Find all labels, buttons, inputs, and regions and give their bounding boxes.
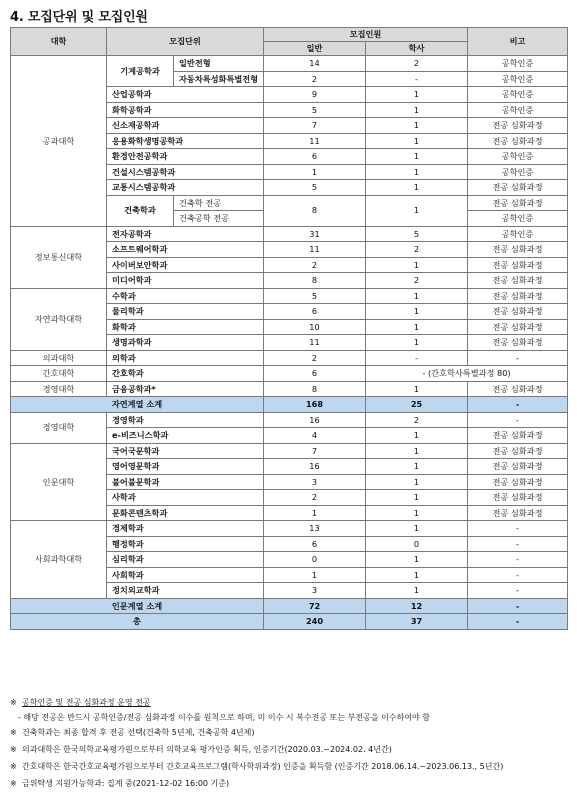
header-unit: 모집단위 xyxy=(107,28,264,56)
note-item xyxy=(10,780,229,788)
bachelor-cell: 2 xyxy=(366,56,468,72)
subtotal-regular: 72 xyxy=(264,598,366,614)
bachelor-cell: 1 xyxy=(366,118,468,134)
subtotal-note: - xyxy=(468,397,568,413)
bachelor-cell: 1 xyxy=(366,319,468,335)
unit-cell: 수학과 xyxy=(107,288,264,304)
unit-cell: 경제학과 xyxy=(107,521,264,537)
regular-cell: 2 xyxy=(264,490,366,506)
track-cell: 자동차특성화특별전형 xyxy=(174,71,264,87)
note-item xyxy=(10,729,255,737)
note-cell: 공학인증 xyxy=(468,211,568,227)
bachelor-cell: 1 xyxy=(366,443,468,459)
note-text: 건축학과는 최종 합격 후 전공 선택(건축학 5년제, 건축공학 4년제) xyxy=(22,728,255,737)
page-title: 4. 모집단위 및 모집인원 xyxy=(10,10,148,25)
bachelor-cell: 1 xyxy=(366,490,468,506)
total-note: - xyxy=(468,614,568,630)
note-cell: 공학인증 xyxy=(468,87,568,103)
table-row xyxy=(11,381,568,397)
note-mark: ※ xyxy=(10,745,17,754)
bachelor-cell: 2 xyxy=(366,412,468,428)
bachelor-cell: 1 xyxy=(366,552,468,568)
note-cell: 전공 심화과정 xyxy=(468,195,568,211)
regular-cell: 2 xyxy=(264,257,366,273)
regular-cell: 11 xyxy=(264,242,366,258)
major-cell: 건축학 전공 xyxy=(174,195,264,211)
header-regular: 일반 xyxy=(264,42,366,56)
table-row xyxy=(11,226,568,242)
unit-cell: 사학과 xyxy=(107,490,264,506)
bachelor-cell: 1 xyxy=(366,180,468,196)
note-cell: 전공 심화과정 xyxy=(468,319,568,335)
bachelor-cell: 0 xyxy=(366,536,468,552)
subtotal-regular: 168 xyxy=(264,397,366,413)
unit-cell: 정치외교학과 xyxy=(107,583,264,599)
regular-cell: 8 xyxy=(264,195,366,226)
bachelor-cell: 1 xyxy=(366,133,468,149)
note-cell: 공학인증 xyxy=(468,164,568,180)
regular-cell: 7 xyxy=(264,118,366,134)
regular-cell: 6 xyxy=(264,304,366,320)
note-item xyxy=(10,746,392,754)
admission-quota-table xyxy=(10,27,568,630)
note-cell: 전공 심화과정 xyxy=(468,242,568,258)
note-text: 간호대학은 한국간호교육평가원으로부터 간호교육프로그램(학사학위과정) 인증을 획득함 (인증기간 2018.06.14.~2023.06.13., 5년간) xyxy=(22,762,504,771)
note-cell: 전공 심화과정 xyxy=(468,180,568,196)
note-cell: 공학인증 xyxy=(468,71,568,87)
unit-cell: 물리학과 xyxy=(107,304,264,320)
unit-cell: 환경안전공학과 xyxy=(107,149,264,165)
note-cell: 전공 심화과정 xyxy=(468,459,568,475)
bachelor-cell: 1 xyxy=(366,335,468,351)
subtotal-bachelor: 25 xyxy=(366,397,468,413)
note-text: - 해당 전공은 반드시 공학인증/전공 심화과정 이수를 원칙으로 하며, 미 이수 시 복수전공 또는 부전공을 이수하여야 함 xyxy=(18,713,431,722)
college-cell: 간호대학 xyxy=(11,366,107,382)
unit-cell: 화학공학과 xyxy=(107,102,264,118)
unit-cell: 영어영문학과 xyxy=(107,459,264,475)
regular-cell: 2 xyxy=(264,350,366,366)
unit-cell: 의학과 xyxy=(107,350,264,366)
regular-cell: 5 xyxy=(264,288,366,304)
note-text: 의과대학은 한국의학교육평가원으로부터 의학교육 평가인증 획득, 인증기간(2020.03.~2024.02. 4년간) xyxy=(22,745,392,754)
regular-cell: 11 xyxy=(264,335,366,351)
regular-cell: 31 xyxy=(264,226,366,242)
unit-cell: 전자공학과 xyxy=(107,226,264,242)
regular-cell: 16 xyxy=(264,459,366,475)
note-text: 금위탁생 지원가능학과: 집계 중(2021-12-02 16:00 기준) xyxy=(22,779,230,788)
note-item xyxy=(10,699,151,707)
note-mark: ※ xyxy=(10,698,17,707)
regular-cell: 9 xyxy=(264,87,366,103)
bachelor-cell: 2 xyxy=(366,273,468,289)
note-cell: - xyxy=(468,521,568,537)
unit-cell: 교통시스템공학과 xyxy=(107,180,264,196)
note-cell: 전공 심화과정 xyxy=(468,304,568,320)
total-bachelor: 37 xyxy=(366,614,468,630)
note-cell: - xyxy=(468,412,568,428)
note-cell: - xyxy=(468,536,568,552)
bachelor-cell: 1 xyxy=(366,521,468,537)
regular-cell: 16 xyxy=(264,412,366,428)
note-cell: - xyxy=(468,350,568,366)
regular-cell: 6 xyxy=(264,366,366,382)
major-cell: 건축공학 전공 xyxy=(174,211,264,227)
unit-cell: 간호학과 xyxy=(107,366,264,382)
unit-cell: 금융공학과* xyxy=(107,381,264,397)
regular-cell: 5 xyxy=(264,102,366,118)
unit-cell: 건설시스템공학과 xyxy=(107,164,264,180)
bachelor-cell: 1 xyxy=(366,381,468,397)
unit-cell: e-비즈니스학과 xyxy=(107,428,264,444)
note-mark: ※ xyxy=(10,728,17,737)
regular-cell: 8 xyxy=(264,273,366,289)
note-cell: - xyxy=(468,583,568,599)
regular-cell: 14 xyxy=(264,56,366,72)
table-row xyxy=(11,412,568,428)
note-cell: 공학인증 xyxy=(468,102,568,118)
table-row xyxy=(11,288,568,304)
regular-cell: 1 xyxy=(264,567,366,583)
total-row xyxy=(11,614,568,630)
subtotal-bachelor: 12 xyxy=(366,598,468,614)
table-row xyxy=(11,366,568,382)
college-cell: 인문대학 xyxy=(11,443,107,521)
unit-cell: 산업공학과 xyxy=(107,87,264,103)
regular-cell: 6 xyxy=(264,149,366,165)
header-college: 대학 xyxy=(11,28,107,56)
bachelor-cell: 1 xyxy=(366,428,468,444)
note-mark: ※ xyxy=(10,762,17,771)
bachelor-cell: 1 xyxy=(366,459,468,475)
note-cell: 공학인증 xyxy=(468,226,568,242)
note-cell: 전공 심화과정 xyxy=(468,490,568,506)
regular-cell: 2 xyxy=(264,71,366,87)
bachelor-cell: 1 xyxy=(366,567,468,583)
note-cell: 전공 심화과정 xyxy=(468,474,568,490)
header-note: 비고 xyxy=(468,28,568,56)
regular-cell: 5 xyxy=(264,180,366,196)
subtotal-row xyxy=(11,598,568,614)
bachelor-cell: - xyxy=(366,350,468,366)
bachelor-cell: 1 xyxy=(366,149,468,165)
bachelor-cell: 1 xyxy=(366,474,468,490)
unit-cell: 사이버보안학과 xyxy=(107,257,264,273)
unit-cell: 소프트웨어학과 xyxy=(107,242,264,258)
total-regular: 240 xyxy=(264,614,366,630)
bachelor-cell: 2 xyxy=(366,242,468,258)
college-cell: 자연과학대학 xyxy=(11,288,107,350)
note-cell: 전공 심화과정 xyxy=(468,273,568,289)
regular-cell: 1 xyxy=(264,505,366,521)
table-row xyxy=(11,443,568,459)
bachelor-cell: 1 xyxy=(366,195,468,226)
unit-cell: 경영학과 xyxy=(107,412,264,428)
unit-cell: 심리학과 xyxy=(107,552,264,568)
note-cell: 공학인증 xyxy=(468,149,568,165)
unit-cell: 건축학과 xyxy=(107,195,174,226)
unit-cell: 신소재공학과 xyxy=(107,118,264,134)
bachelor-cell: 5 xyxy=(366,226,468,242)
unit-cell: 문화콘텐츠학과 xyxy=(107,505,264,521)
college-cell: 공과대학 xyxy=(11,56,107,227)
subtotal-label: 자연계열 소계 xyxy=(11,397,264,413)
regular-cell: 3 xyxy=(264,583,366,599)
note-cell: 전공 심화과정 xyxy=(468,335,568,351)
note-cell: 전공 심화과정 xyxy=(468,288,568,304)
note-cell: 전공 심화과정 xyxy=(468,443,568,459)
regular-cell: 3 xyxy=(264,474,366,490)
regular-cell: 13 xyxy=(264,521,366,537)
subtotal-row xyxy=(11,397,568,413)
subtotal-label: 인문계열 소계 xyxy=(11,598,264,614)
header-quota: 모집인원 xyxy=(264,28,468,42)
unit-cell: 국어국문학과 xyxy=(107,443,264,459)
note-cell: 전공 심화과정 xyxy=(468,133,568,149)
note-cell: 전공 심화과정 xyxy=(468,381,568,397)
note-cell: - xyxy=(468,552,568,568)
college-cell: 경영대학 xyxy=(11,381,107,397)
regular-cell: 10 xyxy=(264,319,366,335)
note-cell: 전공 심화과정 xyxy=(468,505,568,521)
bachelor-cell: 1 xyxy=(366,87,468,103)
note-mark: ※ xyxy=(10,779,17,788)
regular-cell: 1 xyxy=(264,164,366,180)
bachelor-cell: 1 xyxy=(366,102,468,118)
unit-cell: 행정학과 xyxy=(107,536,264,552)
nursing-special-cell: - (간호학사특별과정 80) xyxy=(366,366,568,382)
total-label: 총 xyxy=(11,614,264,630)
unit-cell: 기계공학과 xyxy=(107,56,174,87)
regular-cell: 8 xyxy=(264,381,366,397)
note-text: 공학인증 및 전공 심화과정 운영 전공 xyxy=(22,698,151,707)
note-cell: 공학인증 xyxy=(468,56,568,72)
regular-cell: 6 xyxy=(264,536,366,552)
header-bachelor: 학사 xyxy=(366,42,468,56)
unit-cell: 미디어학과 xyxy=(107,273,264,289)
unit-cell: 화학과 xyxy=(107,319,264,335)
regular-cell: 11 xyxy=(264,133,366,149)
note-cell: - xyxy=(468,567,568,583)
table-row xyxy=(11,521,568,537)
note-item xyxy=(10,763,503,771)
bachelor-cell: 1 xyxy=(366,304,468,320)
bachelor-cell: 1 xyxy=(366,505,468,521)
bachelor-cell: - xyxy=(366,71,468,87)
college-cell: 사회과학대학 xyxy=(11,521,107,599)
college-cell: 의과대학 xyxy=(11,350,107,366)
bachelor-cell: 1 xyxy=(366,583,468,599)
table-row xyxy=(11,56,568,72)
table-row xyxy=(11,350,568,366)
college-cell: 경영대학 xyxy=(11,412,107,443)
regular-cell: 4 xyxy=(264,428,366,444)
unit-cell: 생명과학과 xyxy=(107,335,264,351)
unit-cell: 사회학과 xyxy=(107,567,264,583)
unit-cell: 불어불문학과 xyxy=(107,474,264,490)
bachelor-cell: 1 xyxy=(366,288,468,304)
track-cell: 일반전형 xyxy=(174,56,264,72)
note-cell: 전공 심화과정 xyxy=(468,118,568,134)
unit-cell: 응용화학생명공학과 xyxy=(107,133,264,149)
college-cell: 정보통신대학 xyxy=(11,226,107,288)
bachelor-cell: 1 xyxy=(366,257,468,273)
note-item xyxy=(18,714,430,722)
subtotal-note: - xyxy=(468,598,568,614)
note-cell: 전공 심화과정 xyxy=(468,257,568,273)
regular-cell: 7 xyxy=(264,443,366,459)
regular-cell: 0 xyxy=(264,552,366,568)
bachelor-cell: 1 xyxy=(366,164,468,180)
note-cell: 전공 심화과정 xyxy=(468,428,568,444)
